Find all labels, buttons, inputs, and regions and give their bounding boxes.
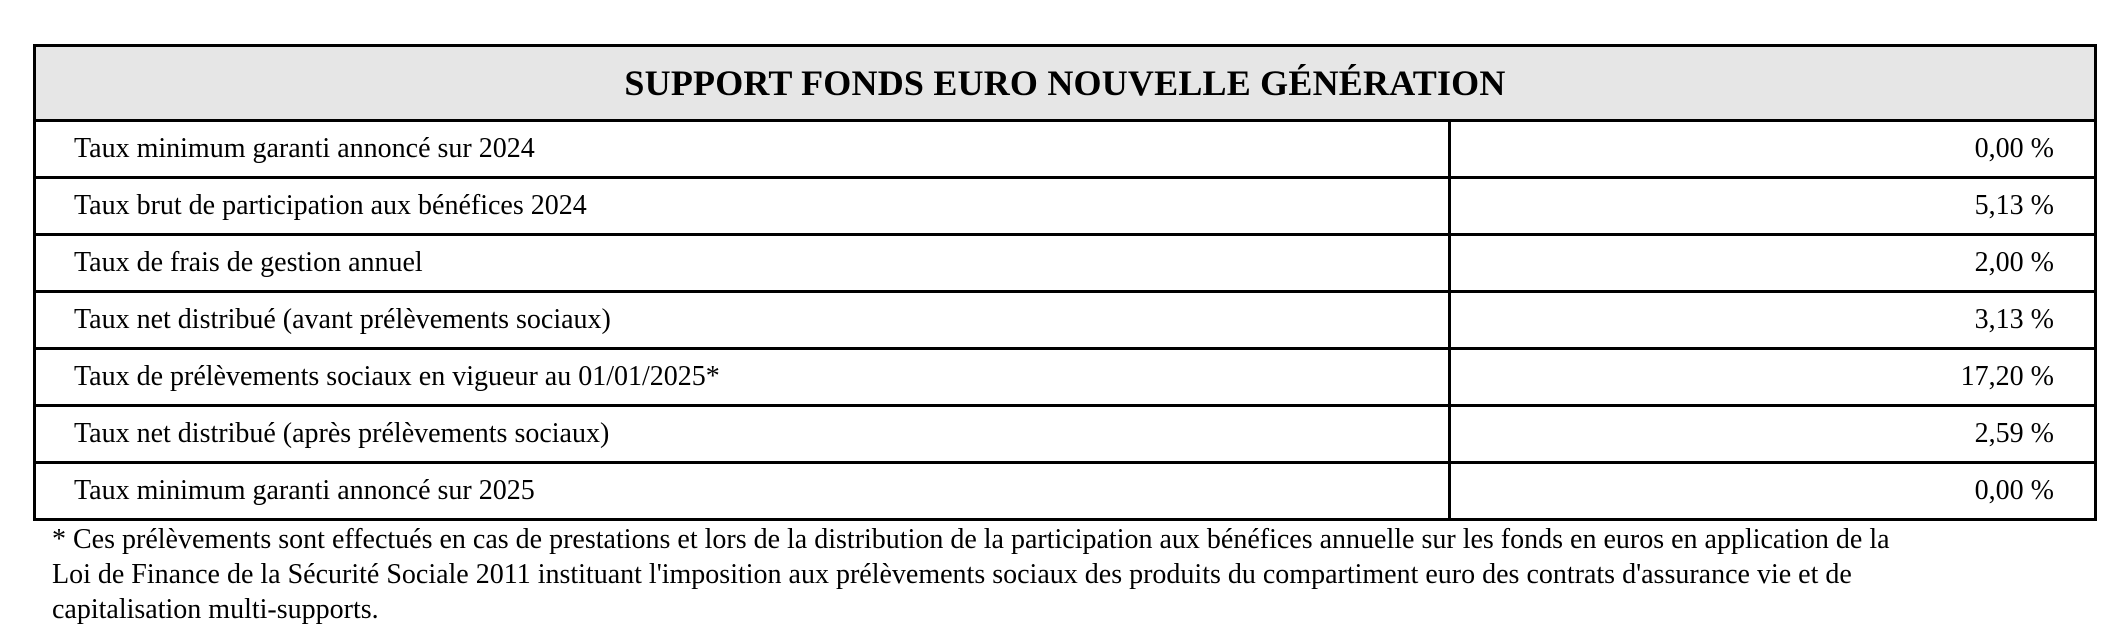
row-label: Taux net distribué (après prélèvements sociaux)	[35, 406, 1450, 463]
row-label: Taux de prélèvements sociaux en vigueur au 01/01/2025*	[35, 349, 1450, 406]
table-row	[35, 121, 2096, 178]
row-label: Taux net distribué (avant prélèvements sociaux)	[35, 292, 1450, 349]
row-value: 0,00 %	[1450, 463, 2096, 520]
table-row	[35, 235, 2096, 292]
row-label: Taux minimum garanti annoncé sur 2025	[35, 463, 1450, 520]
rates-table	[33, 44, 2097, 521]
row-value: 17,20 %	[1450, 349, 2096, 406]
footnote-line: * Ces prélèvements sont effectués en cas de prestations et lors de la distribution de la participation aux bénéfices annuelle sur les fonds en euros en application de la	[52, 524, 1890, 555]
table-row	[35, 463, 2096, 520]
table-row	[35, 406, 2096, 463]
footnote-line: Loi de Finance de la Sécurité Sociale 2011 instituant l'imposition aux prélèvements sociaux des produits du compartiment euro des contrats d'assurance vie et de	[52, 559, 1852, 590]
row-value: 5,13 %	[1450, 178, 2096, 235]
footnote	[52, 522, 2092, 627]
row-value: 2,00 %	[1450, 235, 2096, 292]
row-label: Taux de frais de gestion annuel	[35, 235, 1450, 292]
row-label: Taux brut de participation aux bénéfices 2024	[35, 178, 1450, 235]
table-row	[35, 178, 2096, 235]
table-row	[35, 349, 2096, 406]
footnote-line: capitalisation multi-supports.	[52, 594, 379, 625]
row-value: 0,00 %	[1450, 121, 2096, 178]
row-label: Taux minimum garanti annoncé sur 2024	[35, 121, 1450, 178]
table-header-row	[35, 46, 2096, 121]
row-value: 2,59 %	[1450, 406, 2096, 463]
table-title: SUPPORT FONDS EURO NOUVELLE GÉNÉRATION	[35, 46, 2096, 121]
row-value: 3,13 %	[1450, 292, 2096, 349]
table-row	[35, 292, 2096, 349]
